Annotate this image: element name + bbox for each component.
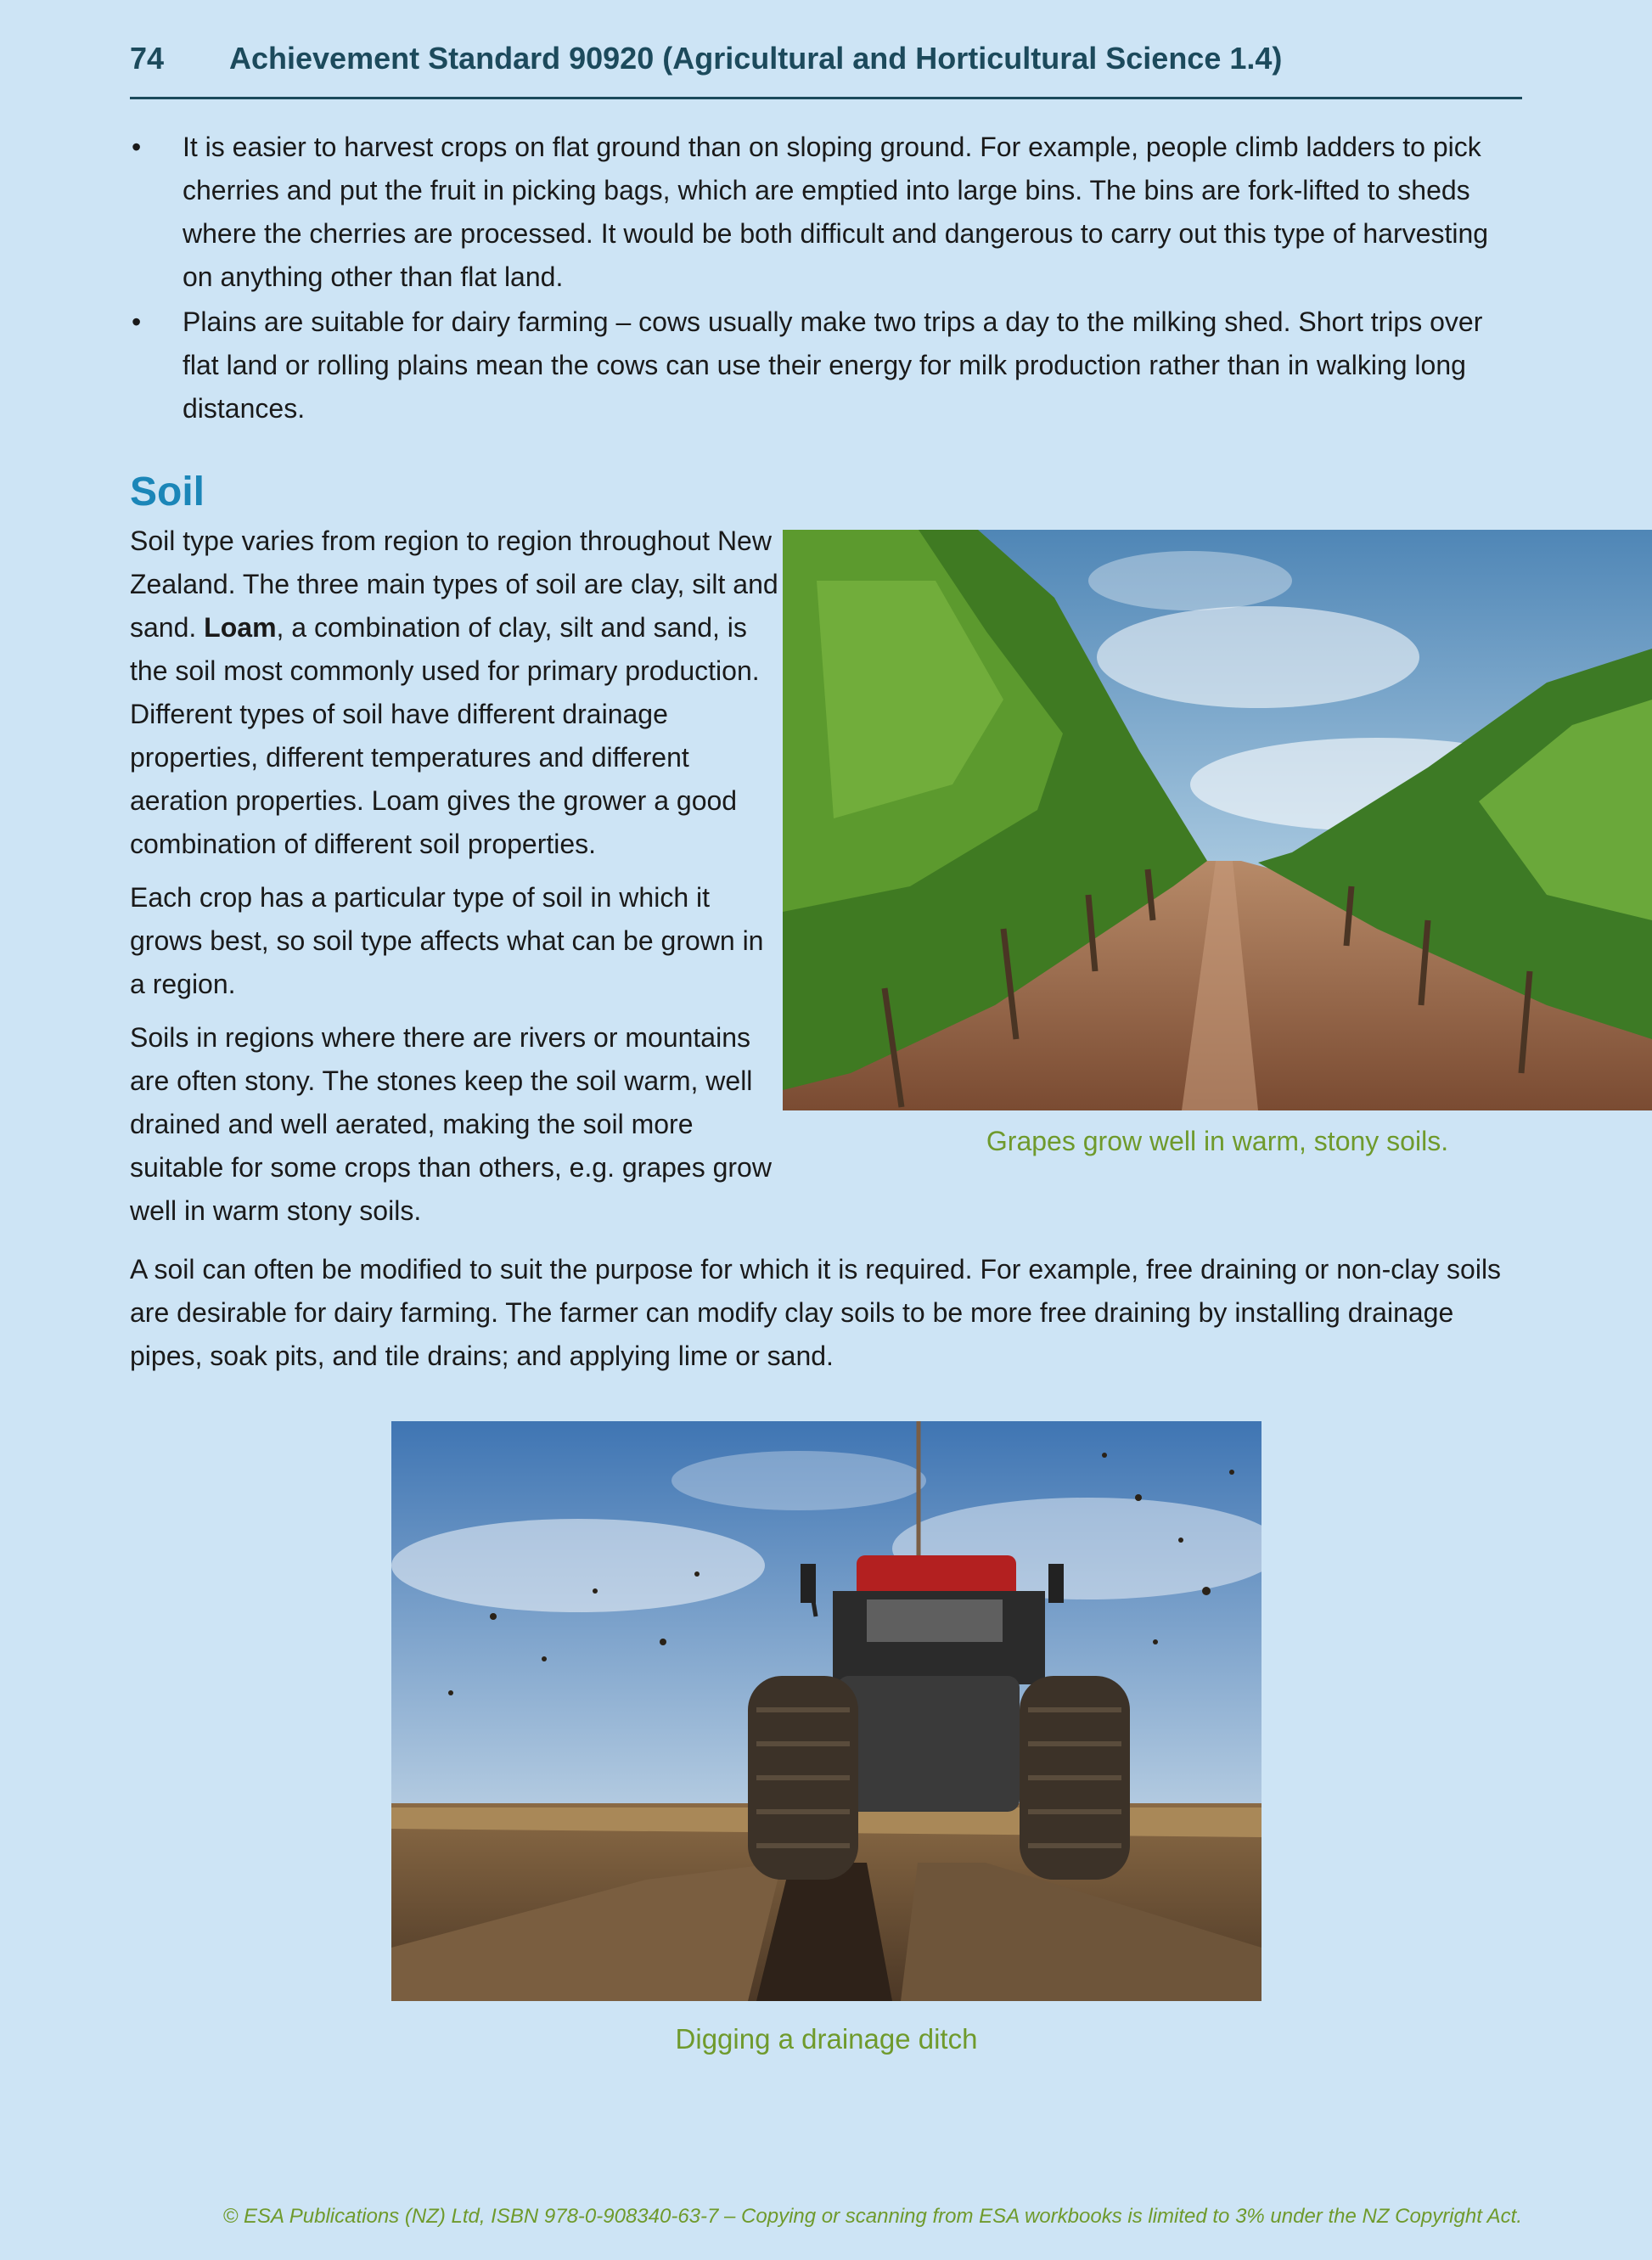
section-heading-soil: Soil <box>130 469 205 514</box>
soil-paragraph-3: Soils in regions where there are rivers or mountains are often stony. The stones keep the soil warm, well drained and well aerated, making the soil more suitable for some crops than others, e.g. grapes grow well in warm stony soils. <box>130 1022 772 1226</box>
page-number: 74 <box>130 41 165 76</box>
header-title: Achievement Standard 90920 (Agricultural and Horticultural Science 1.4) <box>229 41 1283 76</box>
vineyard-photo <box>783 530 1652 1110</box>
page-header <box>130 37 1522 99</box>
soil-paragraph-2: Each crop has a particular type of soil in which it grows best, so soil type affects what can be grown in a region. <box>130 882 764 999</box>
bullet-text: It is easier to harvest crops on flat ground than on sloping ground. For example, people climb ladders to pick cherries and put the fruit in picking bags, which are emptied into large bins. The bins are fork-lifted to sheds where the cherries are processed. It would be both difficult and dangerous to carry out this type of harvesting on anything other than flat land. <box>183 132 1489 292</box>
list-item <box>130 126 1522 299</box>
tractor-photo <box>391 1421 1261 2001</box>
copyright-footer: © ESA Publications (NZ) Ltd, ISBN 978-0-908340-63-7 – Copying or scanning from ESA workbooks is limited to 3% under the NZ Copyright Act. <box>222 2205 1522 2228</box>
soil-text-column <box>130 520 784 1243</box>
loam-term: Loam <box>204 612 277 643</box>
vineyard-caption: Grapes grow well in warm, stony soils. <box>986 1126 1449 1156</box>
bullet-icon: • <box>132 132 142 162</box>
bullet-icon: • <box>132 306 142 337</box>
text-run: Soil type varies from region to region throughout New Zealand. The three main types of soil are clay, silt and sand. <box>130 526 778 643</box>
bullet-list <box>130 126 1522 432</box>
text-run: , a combination of clay, silt and sand, is the soil most commonly used for primary production. Different types of soil have different drainage properties, different temperatures and different aeration properties. Loam gives the grower a good combination of different soil properties. <box>130 612 760 859</box>
soil-paragraph-4: A soil can often be modified to suit the purpose for which it is required. For example, free draining or non-clay soils are desirable for dairy farming. The farmer can modify clay soils to be more free draining by installing drainage pipes, soak pits, and tile drains; and applying lime or sand. <box>130 1254 1502 1371</box>
tractor-caption: Digging a drainage ditch <box>675 2023 978 2055</box>
soil-paragraph-1 <box>130 520 784 866</box>
bullet-text: Plains are suitable for dairy farming – cows usually make two trips a day to the milking shed. Short trips over flat land or rolling plains mean the cows can use their energy for milk production rather than in walking long distances. <box>183 306 1483 424</box>
list-item <box>130 301 1522 430</box>
